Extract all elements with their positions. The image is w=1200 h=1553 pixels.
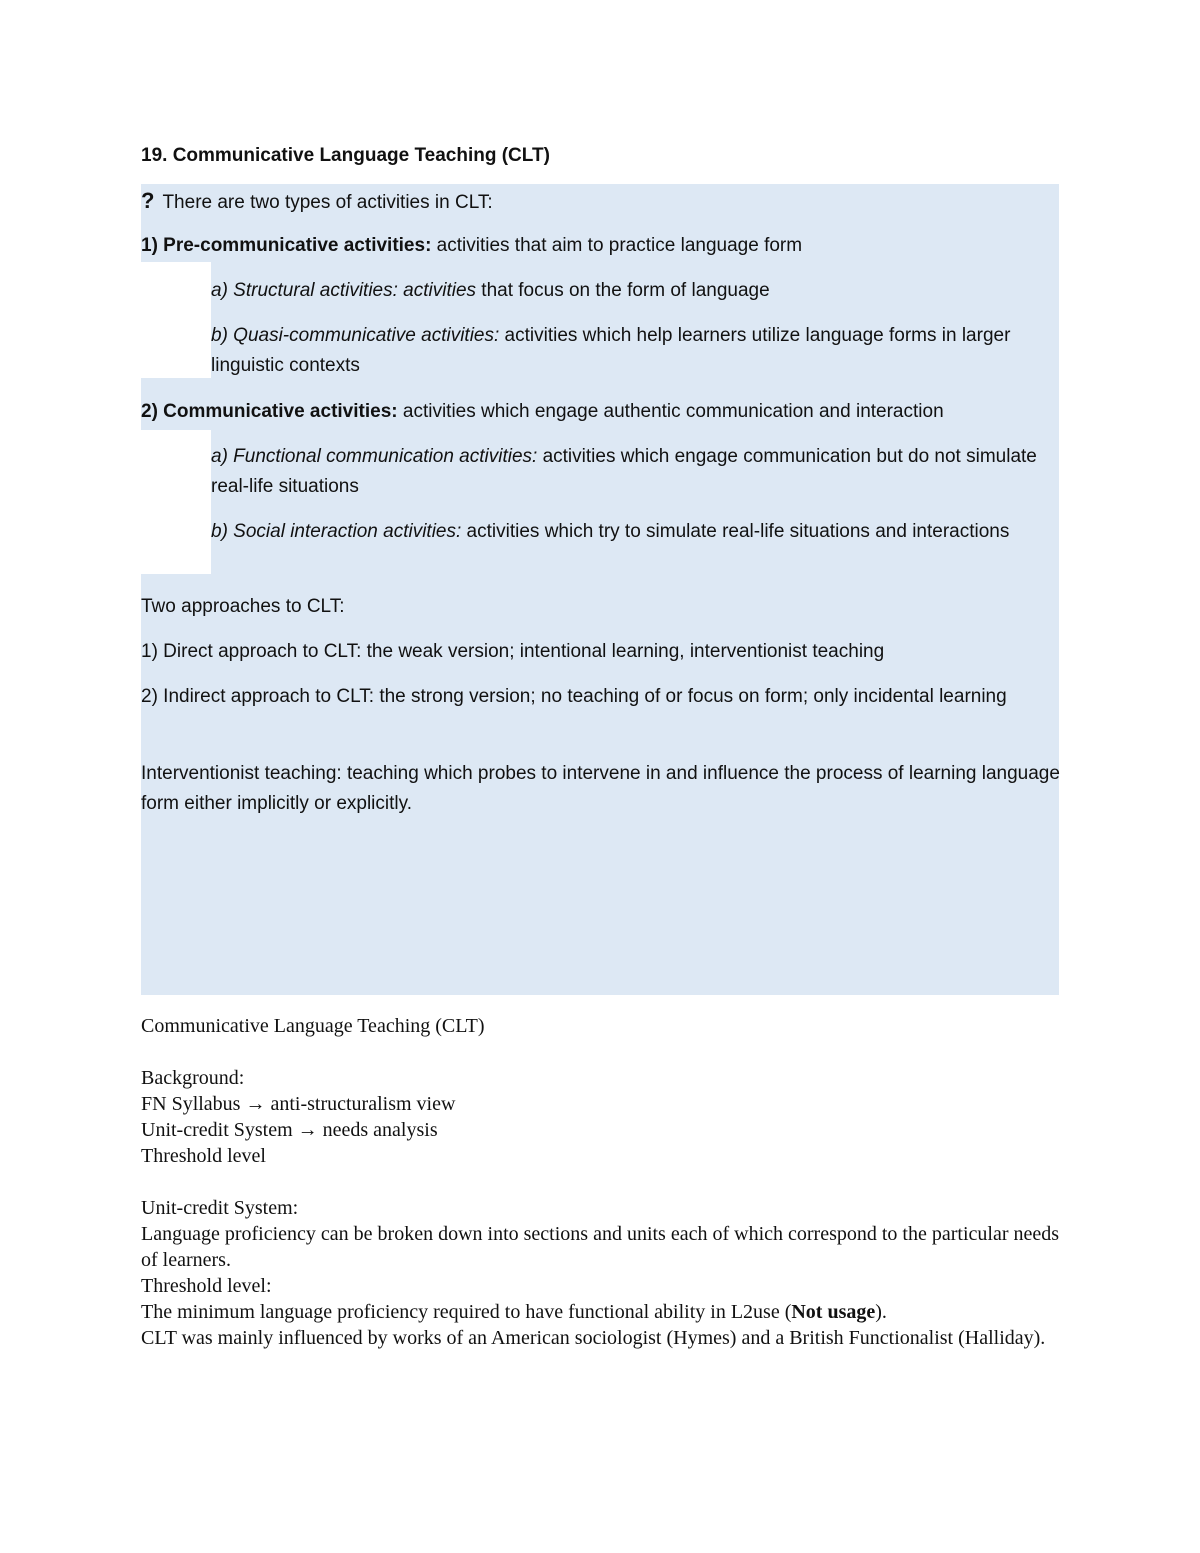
influence-text: CLT was mainly influenced by works of an American sociologist (Hymes) and a British Functionalist (Halliday). — [141, 1327, 1046, 1349]
background-item: Threshold level — [141, 1145, 266, 1167]
structural-desc: that focus on the form of language — [476, 280, 770, 301]
background-item: Unit-credit System → needs analysis — [141, 1119, 438, 1141]
page-title: 19. Communicative Language Teaching (CLT) — [141, 145, 550, 166]
functional-label: a) Functional communication activities: — [211, 446, 538, 467]
communicative-item — [141, 397, 1070, 427]
approaches-title: Two approaches to CLT: — [141, 596, 345, 617]
social-label: b) Social interaction activities: — [211, 521, 462, 542]
functional-item — [211, 442, 1051, 502]
pre-label: 1) Pre-communicative activities: — [141, 235, 432, 256]
threshold-label: Threshold level: — [141, 1275, 272, 1297]
interventionist-definition: Interventionist teaching: teaching which probes to intervene in and influence the process of learning language form either implicitly or explicitly. — [141, 763, 1060, 814]
comm-label: 2) Communicative activities: — [141, 401, 398, 422]
social-item — [211, 517, 1051, 547]
ucs-label: Unit-credit System: — [141, 1197, 299, 1219]
notes-title: Communicative Language Teaching (CLT) — [141, 1015, 485, 1037]
quasi-item — [211, 321, 1051, 381]
not-usage-emphasis: Not usage — [791, 1301, 876, 1323]
question-mark-icon: ? — [141, 188, 155, 213]
ucs-text: Language proficiency can be broken down into sections and units each of which correspond to the particular needs of learners. — [141, 1223, 1060, 1271]
functional-desc: activities which engage communication but do not simulate real-life situations — [211, 446, 1037, 497]
structural-label: a) Structural activities: activities — [211, 280, 477, 301]
threshold-text: The minimum language proficiency required to have functional ability in L2use (Not usage). — [141, 1301, 887, 1323]
notes-section — [141, 1013, 1071, 1351]
social-desc: activities which try to simulate real-life situations and interactions — [461, 521, 1010, 542]
structural-item — [211, 276, 1051, 306]
quasi-label: b) Quasi-communicative activities: — [211, 325, 500, 346]
pre-desc: activities that aim to practice language form — [431, 235, 803, 256]
background-item: FN Syllabus → anti-structuralism view — [141, 1093, 456, 1115]
indirect-approach: 2) Indirect approach to CLT: the strong version; no teaching of or focus on form; only incidental learning — [141, 686, 1007, 707]
comm-desc: activities which engage authentic communication and interaction — [397, 401, 944, 422]
direct-approach: 1) Direct approach to CLT: the weak version; intentional learning, interventionist teaching — [141, 641, 885, 662]
intro-text: There are two types of activities in CLT: — [162, 192, 493, 213]
background-label: Background: — [141, 1067, 245, 1089]
pre-communicative-item — [141, 231, 1070, 261]
intro-line — [141, 186, 1070, 218]
quasi-desc: activities which help learners utilize language forms in larger linguistic contexts — [211, 325, 1011, 376]
